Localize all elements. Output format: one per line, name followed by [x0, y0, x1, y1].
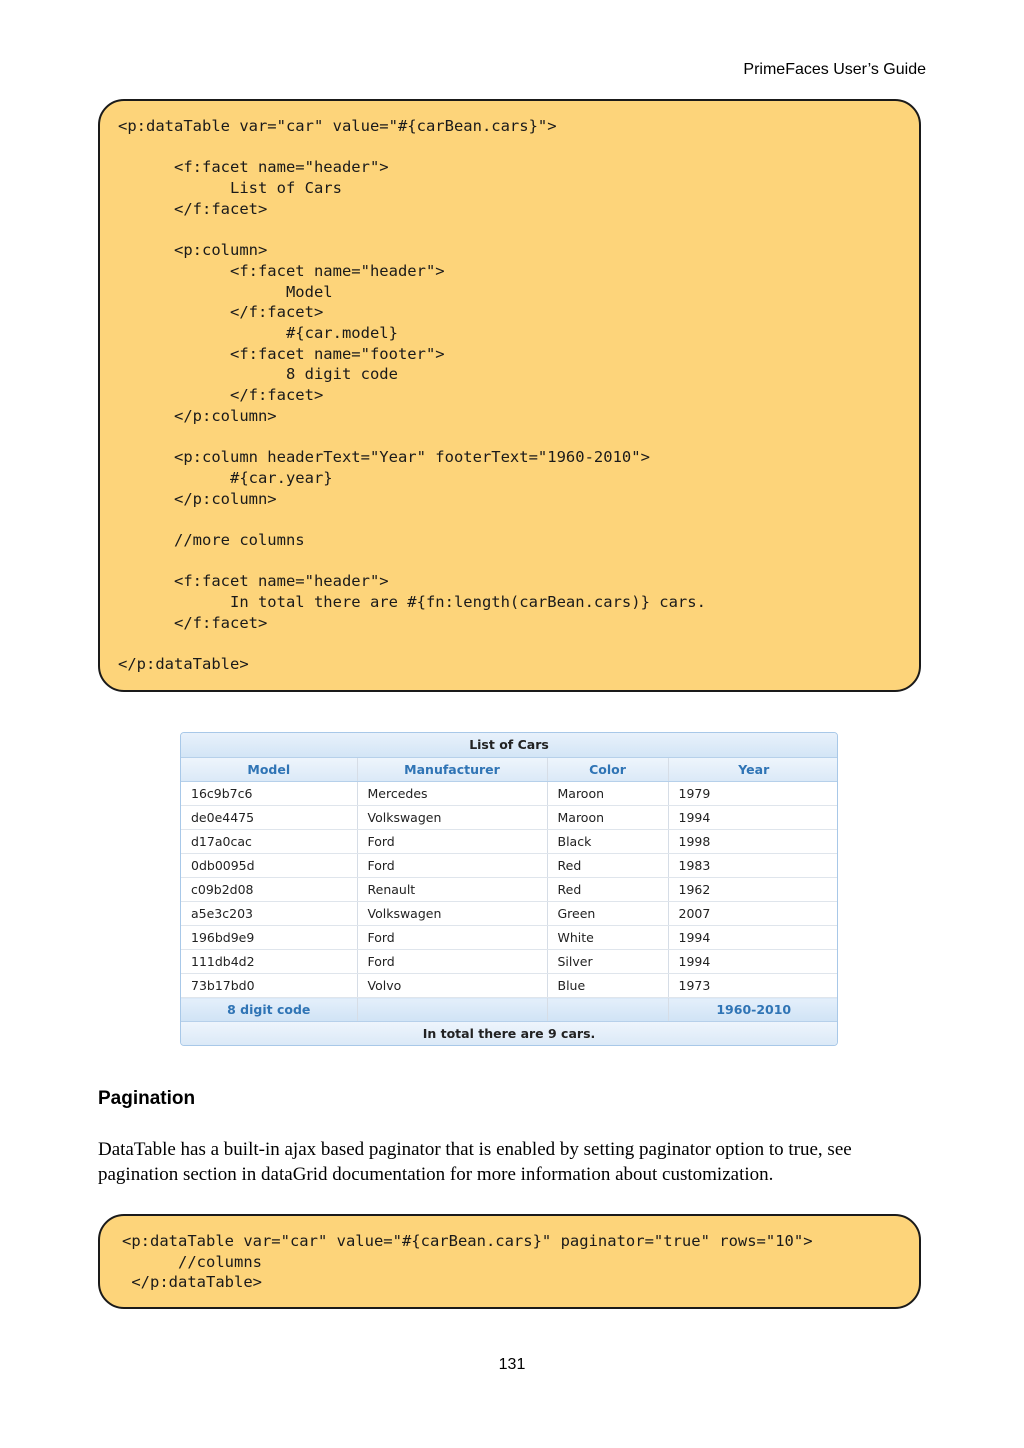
- running-header: PrimeFaces User’s Guide: [743, 61, 926, 78]
- table-row: [181, 950, 838, 974]
- cell-manufacturer: Ford: [357, 830, 547, 854]
- datatable-preview: [180, 732, 838, 1046]
- cell-color: Silver: [547, 950, 668, 974]
- cell-model: a5e3c203: [181, 902, 357, 926]
- cell-manufacturer: Renault: [357, 878, 547, 902]
- table-row: [181, 830, 838, 854]
- table-row: [181, 926, 838, 950]
- cell-manufacturer: Volvo: [357, 974, 547, 998]
- cell-model: c09b2d08: [181, 878, 357, 902]
- cell-model: 16c9b7c6: [181, 782, 357, 806]
- table-row: [181, 806, 838, 830]
- cell-year: 1994: [668, 926, 838, 950]
- cell-color: Maroon: [547, 782, 668, 806]
- datatable-caption: List of Cars: [181, 733, 837, 758]
- table-row: [181, 902, 838, 926]
- footer-year: 1960-2010: [668, 998, 838, 1022]
- cell-manufacturer: Volkswagen: [357, 806, 547, 830]
- cell-year: 1973: [668, 974, 838, 998]
- table-row: [181, 854, 838, 878]
- datatable-grid: [181, 758, 838, 1022]
- cell-model: de0e4475: [181, 806, 357, 830]
- cell-color: Green: [547, 902, 668, 926]
- column-header-year[interactable]: Year: [668, 758, 838, 782]
- code-block-paginator: [98, 1214, 921, 1309]
- cell-model: 111db4d2: [181, 950, 357, 974]
- code-text: <p:dataTable var="car" value="#{carBean.cars}"> <f:facet name="header"> List of Cars </f:facet> <p:column> <f:facet name="header"> Model </f:facet> #{car.model} <f:facet name="footer"> 8 digit code </f:facet> </p:column> <p:column headerText="Year" footerText="1960-2010"> #{car.year} </p:column> //more columns <f:facet name="header"> In total there are #{fn:length(carBean.cars)} cars. </f:facet> </p:dataTable>: [118, 117, 706, 674]
- column-header-model[interactable]: Model: [181, 758, 357, 782]
- cell-year: 1983: [668, 854, 838, 878]
- column-footer-row: [181, 998, 838, 1022]
- cell-manufacturer: Ford: [357, 926, 547, 950]
- cell-year: 1962: [668, 878, 838, 902]
- cell-color: Blue: [547, 974, 668, 998]
- cell-color: Maroon: [547, 806, 668, 830]
- cell-model: 196bd9e9: [181, 926, 357, 950]
- cell-color: White: [547, 926, 668, 950]
- column-header-row: [181, 758, 838, 782]
- cell-color: Black: [547, 830, 668, 854]
- cell-manufacturer: Ford: [357, 854, 547, 878]
- footer-color: [547, 998, 668, 1022]
- table-row: [181, 878, 838, 902]
- column-header-manufacturer[interactable]: Manufacturer: [357, 758, 547, 782]
- cell-year: 1994: [668, 950, 838, 974]
- code-block-datatable-facets: [98, 99, 921, 692]
- table-row: [181, 782, 838, 806]
- table-row: [181, 974, 838, 998]
- cell-year: 1994: [668, 806, 838, 830]
- footer-model: 8 digit code: [181, 998, 357, 1022]
- cell-manufacturer: Ford: [357, 950, 547, 974]
- cell-manufacturer: Mercedes: [357, 782, 547, 806]
- cell-model: 73b17bd0: [181, 974, 357, 998]
- code-text: <p:dataTable var="car" value="#{carBean.cars}" paginator="true" rows="10"> //columns </p:dataTable>: [122, 1232, 813, 1292]
- footer-manufacturer: [357, 998, 547, 1022]
- column-header-color[interactable]: Color: [547, 758, 668, 782]
- cell-model: 0db0095d: [181, 854, 357, 878]
- cell-year: 1998: [668, 830, 838, 854]
- cell-year: 2007: [668, 902, 838, 926]
- cell-color: Red: [547, 854, 668, 878]
- datatable-summary-footer: In total there are 9 cars.: [181, 1022, 837, 1045]
- cell-manufacturer: Volkswagen: [357, 902, 547, 926]
- page-number: 131: [498, 1356, 526, 1373]
- cell-year: 1979: [668, 782, 838, 806]
- section-paragraph: DataTable has a built-in ajax based paginator that is enabled by setting paginator option to true, see pagination section in dataGrid documentation for more information about customization.: [98, 1139, 852, 1185]
- section-heading: Pagination: [98, 1088, 196, 1109]
- cell-model: d17a0cac: [181, 830, 357, 854]
- cell-color: Red: [547, 878, 668, 902]
